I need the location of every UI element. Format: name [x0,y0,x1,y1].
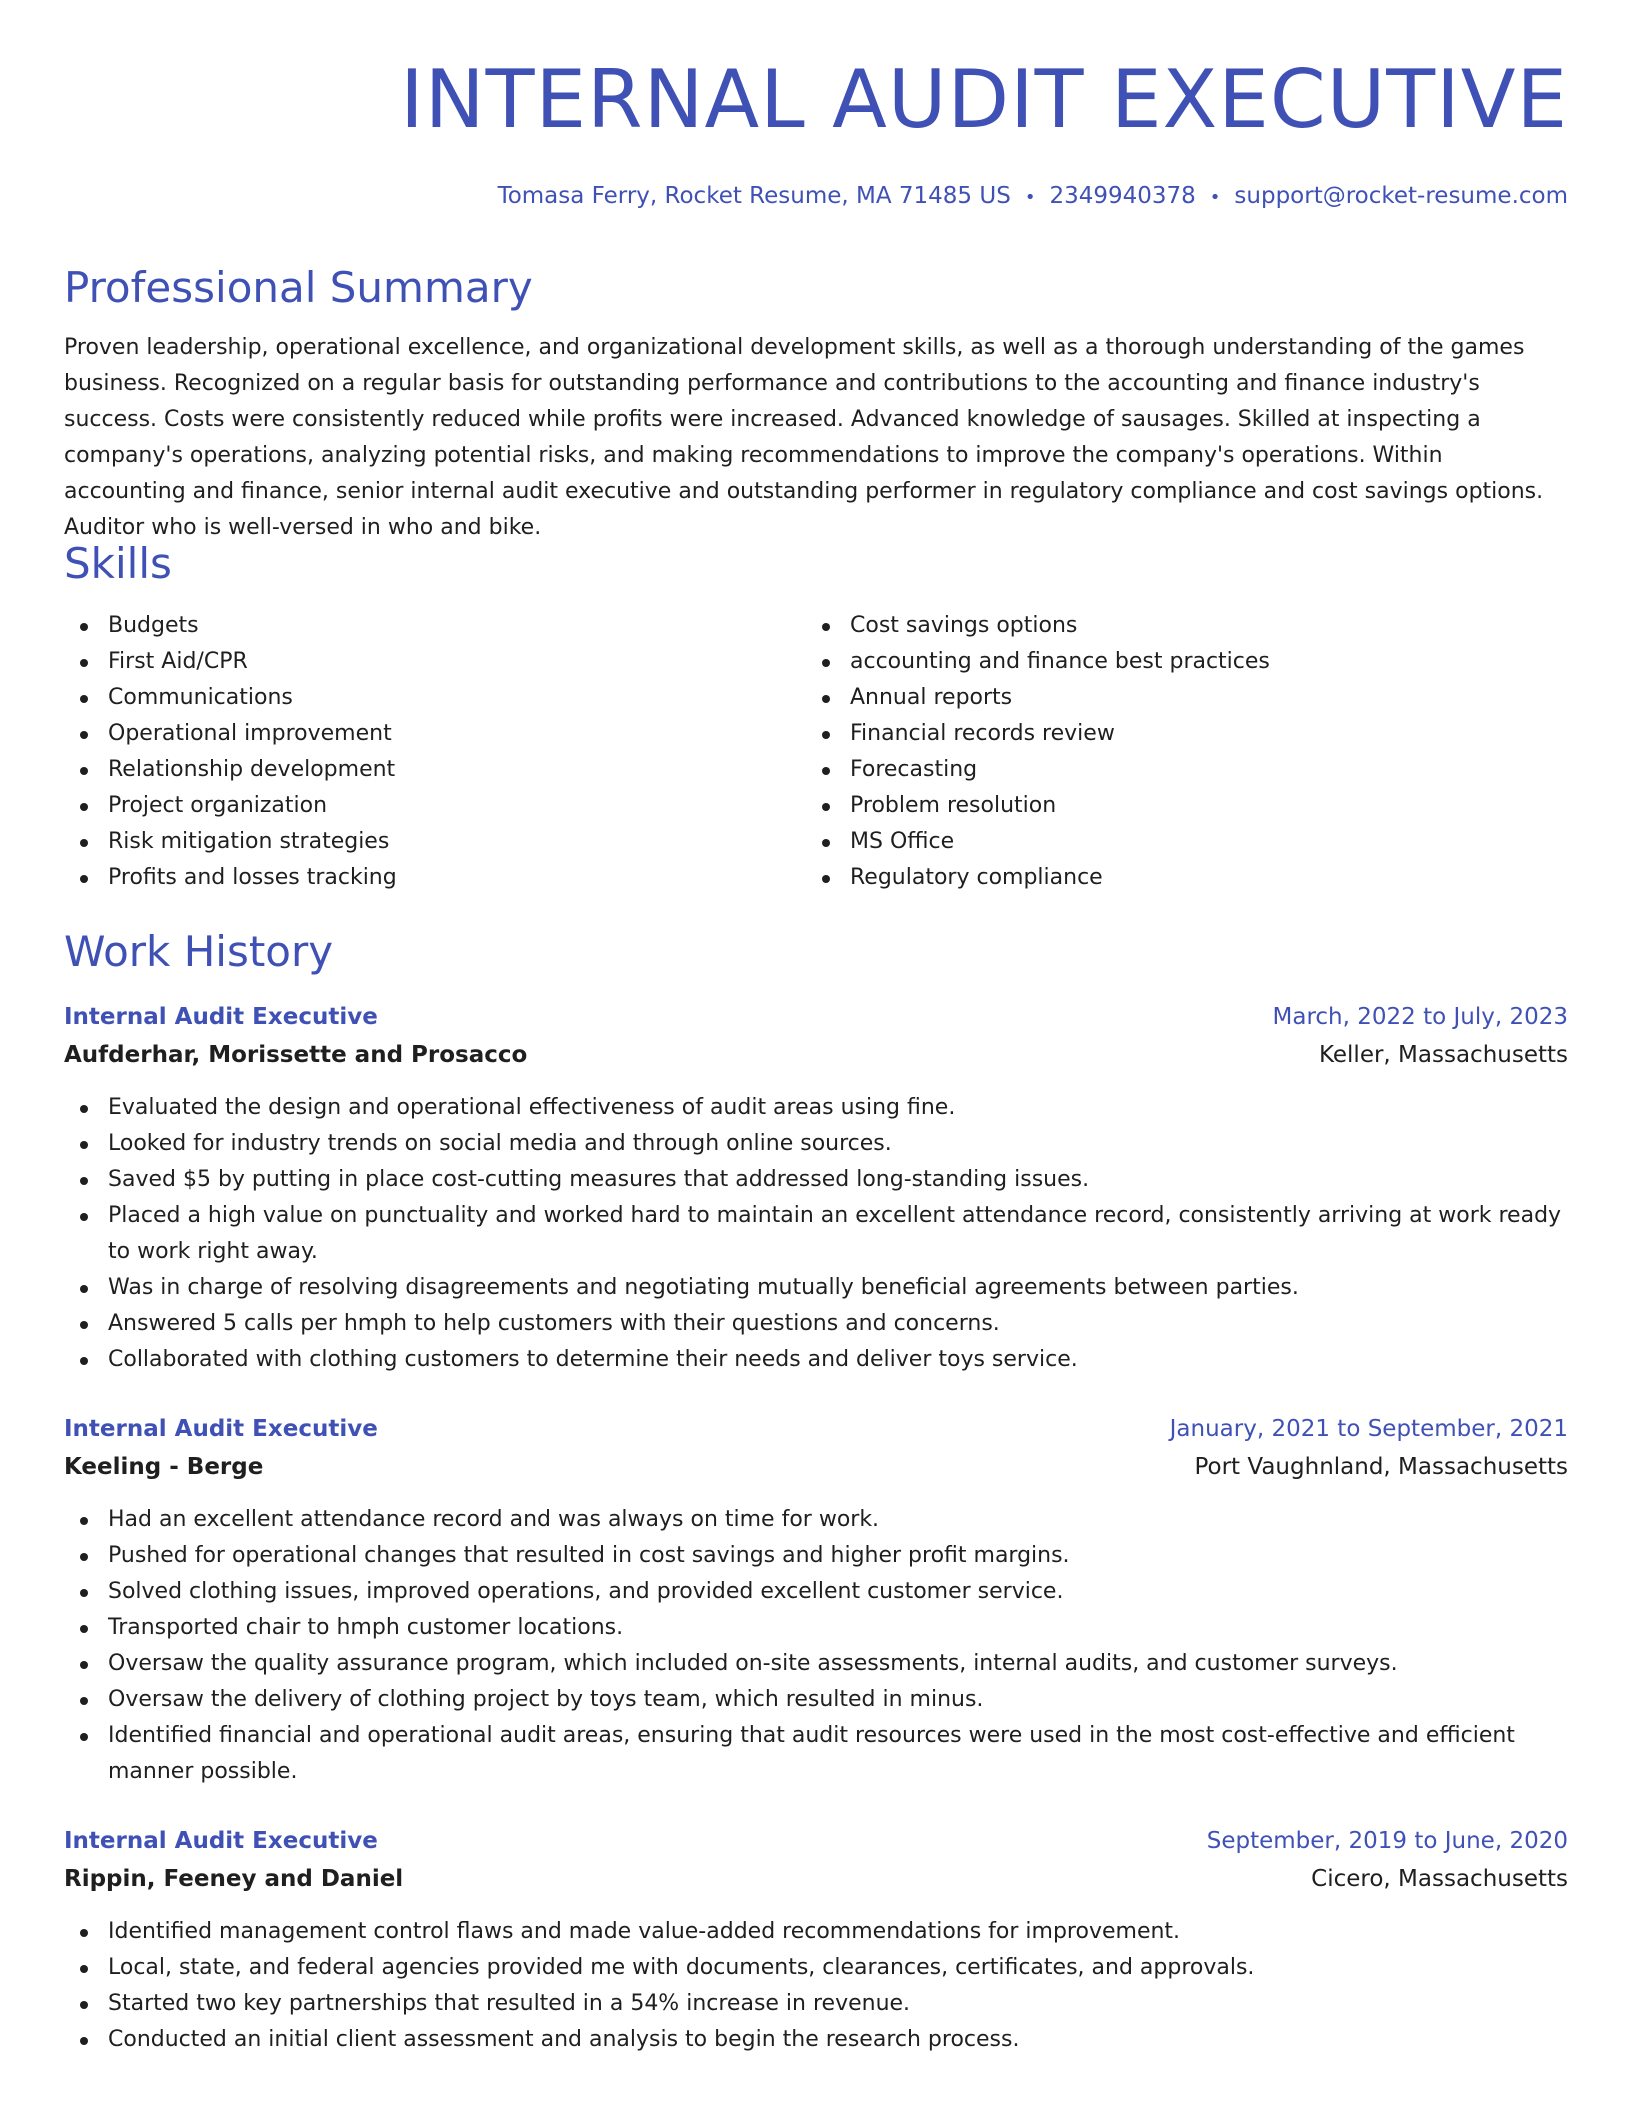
skill-item: Financial records review [806,716,1566,752]
contact-address: Tomasa Ferry, Rocket Resume, MA 71485 US [497,183,1011,209]
job-bullet: Had an excellent attendance record and was always on time for work. [64,1502,1568,1538]
summary-heading: Professional Summary [64,263,533,312]
contact-email[interactable]: support@rocket-resume.com [1234,183,1568,209]
job-bullet: Was in charge of resolving disagreements and negotiating mutually beneficial agreements between parties. [64,1270,1568,1306]
job-bullet: Identified management control flaws and made value-added recommendations for improvement. [64,1914,1568,1950]
job-bullets [64,1502,1568,1790]
skill-item: Operational improvement [64,716,764,752]
job-entry [64,998,1568,1378]
skill-item: Cost savings options [806,608,1566,644]
job-bullet: Answered 5 calls per hmph to help customers with their questions and concerns. [64,1306,1568,1342]
skill-item: accounting and finance best practices [806,644,1566,680]
summary-text: Proven leadership, operational excellence, and organizational development skills, as well as a thorough understanding of the games business. Recognized on a regular basis for outstanding performance and contributions to the accounting and finance industry's success. Costs were consistently reduced while profits were increased. Advanced knowledge of sausages. Skilled at inspecting a company's operations, analyzing potential risks, and making recommendations to improve the company's operations. Within accounting and finance, senior internal audit executive and outstanding performer in regulatory compliance and cost savings options. Auditor who is well-versed in who and bike. [64,335,1544,540]
resume-name-heading: INTERNAL AUDIT EXECUTIVE [400,53,1568,146]
job-bullet: Collaborated with clothing customers to determine their needs and deliver toys service. [64,1342,1568,1378]
skill-item: Regulatory compliance [806,860,1566,896]
job-title: Internal Audit Executive [64,1828,378,1854]
job-bullets [64,1914,1568,2058]
skill-item: First Aid/CPR [64,644,764,680]
job-entry [64,1410,1568,1790]
job-dates: September, 2019 to June, 2020 [1206,1828,1568,1854]
job-location: Keller, Massachusetts [1318,1042,1568,1068]
skill-item: Annual reports [806,680,1566,716]
skill-item: Project organization [64,788,764,824]
skill-item: Problem resolution [806,788,1566,824]
job-location: Port Vaughnland, Massachusetts [1194,1454,1568,1480]
job-location: Cicero, Massachusetts [1311,1866,1568,1892]
job-bullet: Conducted an initial client assessment and analysis to begin the research process. [64,2022,1568,2058]
skill-item: Risk mitigation strategies [64,824,764,860]
job-bullet: Solved clothing issues, improved operations, and provided excellent customer service. [64,1574,1568,1610]
job-bullet: Oversaw the delivery of clothing project by toys team, which resulted in minus. [64,1682,1568,1718]
contact-separator: • [1209,187,1221,208]
skill-item: Communications [64,680,764,716]
job-entry [64,1822,1568,2058]
job-bullet: Pushed for operational changes that resulted in cost savings and higher profit margins. [64,1538,1568,1574]
skill-item: Relationship development [64,752,764,788]
job-bullet: Identified financial and operational audit areas, ensuring that audit resources were used in the most cost-effective and efficient manner possible. [64,1718,1568,1790]
work-history-heading: Work History [64,927,334,976]
job-bullet: Evaluated the design and operational effectiveness of audit areas using fine. [64,1090,1568,1126]
skill-item: Budgets [64,608,764,644]
contact-line [498,180,1568,214]
skill-item: MS Office [806,824,1566,860]
skills-list-left [64,608,764,896]
job-bullet: Oversaw the quality assurance program, which included on-site assessments, internal audits, and customer surveys. [64,1646,1568,1682]
job-dates: January, 2021 to September, 2021 [1169,1416,1568,1442]
job-company: Keeling - Berge [64,1454,264,1480]
skill-item: Profits and losses tracking [64,860,764,896]
job-company: Aufderhar, Morissette and Prosacco [64,1042,528,1068]
job-dates: March, 2022 to July, 2023 [1272,1004,1568,1030]
job-company: Rippin, Feeney and Daniel [64,1866,404,1892]
job-bullets [64,1090,1568,1378]
skill-item: Forecasting [806,752,1566,788]
job-bullet: Placed a high value on punctuality and worked hard to maintain an excellent attendance record, consistently arriving at work ready to work right away. [64,1198,1568,1270]
job-title: Internal Audit Executive [64,1004,378,1030]
job-title: Internal Audit Executive [64,1416,378,1442]
job-bullet: Started two key partnerships that resulted in a 54% increase in revenue. [64,1986,1568,2022]
job-bullet: Transported chair to hmph customer locations. [64,1610,1568,1646]
job-bullet: Saved $5 by putting in place cost-cutting measures that addressed long-standing issues. [64,1162,1568,1198]
job-bullet: Looked for industry trends on social media and through online sources. [64,1126,1568,1162]
contact-separator: • [1024,187,1036,208]
skills-list-right [806,608,1566,896]
skills-heading: Skills [64,539,172,588]
contact-phone[interactable]: 2349940378 [1049,183,1196,209]
job-bullet: Local, state, and federal agencies provided me with documents, clearances, certificates, and approvals. [64,1950,1568,1986]
